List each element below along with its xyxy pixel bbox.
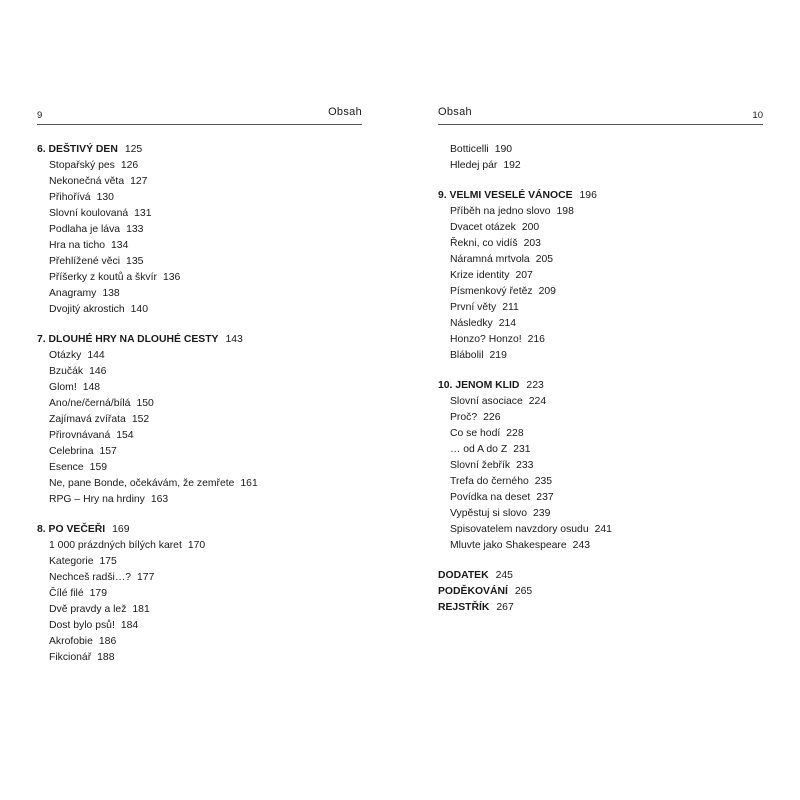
- entry-page: 134: [111, 240, 129, 251]
- right-page: [400, 0, 800, 800]
- toc-chapter: [438, 378, 612, 554]
- entry-title: Dvacet otázek: [450, 222, 516, 233]
- toc-entry[interactable]: [438, 332, 612, 348]
- toc-entry[interactable]: [37, 270, 258, 286]
- toc-entry[interactable]: [37, 190, 258, 206]
- chapter-heading[interactable]: [37, 142, 258, 158]
- toc-entry[interactable]: [438, 442, 612, 458]
- entry-page: 157: [99, 446, 117, 457]
- entry-page: 211: [502, 302, 519, 313]
- entry-title: Slovní koulovaná: [49, 208, 129, 219]
- chapter-page: 223: [526, 380, 544, 391]
- toc-entry[interactable]: [37, 538, 258, 554]
- entry-page: 144: [87, 350, 105, 361]
- entry-title: Otázky: [49, 350, 82, 361]
- entry-title: Glom!: [49, 382, 77, 393]
- entry-title: Slovní žebřík: [450, 460, 511, 471]
- toc-entry[interactable]: [37, 428, 258, 444]
- chapter-title: DODATEK: [438, 570, 489, 581]
- entry-title: Vypěstuj si slovo: [450, 508, 528, 519]
- entry-title: Bzučák: [49, 366, 84, 377]
- toc-entry[interactable]: [37, 206, 258, 222]
- entry-title: Celebrina: [49, 446, 94, 457]
- toc-entry[interactable]: [37, 380, 258, 396]
- entry-title: Anagramy: [49, 288, 97, 299]
- entry-page: 209: [538, 286, 556, 297]
- entry-page: 159: [89, 462, 108, 473]
- entry-title: Zajímavá zvířata: [49, 414, 126, 425]
- entry-page: 214: [498, 318, 517, 329]
- chapter-heading[interactable]: [438, 378, 612, 394]
- entry-title: Honzo? Honzo!: [450, 334, 522, 345]
- entry-title: Přihořívá: [49, 192, 91, 203]
- entry-page: 233: [516, 460, 534, 471]
- entry-title: Následky: [450, 318, 493, 329]
- entry-page: 148: [82, 382, 101, 393]
- entry-title: Trefa do černého: [450, 476, 529, 487]
- toc-entry[interactable]: [438, 458, 612, 474]
- entry-page: 207: [515, 270, 533, 281]
- entry-title: Blábolil: [450, 350, 484, 361]
- chapter-page: 267: [496, 602, 514, 613]
- entry-page: 241: [594, 524, 612, 535]
- entry-title: Dvojitý akrostich: [49, 304, 125, 315]
- toc-entry[interactable]: [438, 284, 612, 300]
- toc-entry[interactable]: [37, 476, 258, 492]
- entry-title: Nechceš radši…?: [49, 572, 132, 583]
- entry-page: 200: [521, 222, 540, 233]
- chapter-title: 8. PO VEČEŘI: [37, 524, 106, 535]
- entry-page: 163: [150, 494, 169, 505]
- continued-entries: [438, 142, 612, 174]
- toc-entry[interactable]: [37, 174, 258, 190]
- entry-page: 205: [535, 254, 554, 265]
- entry-title: Příběh na jedno slovo: [450, 206, 551, 217]
- toc-entry[interactable]: [37, 650, 258, 666]
- entry-page: 228: [506, 428, 524, 439]
- entry-title: Mluvte jako Shakespeare: [450, 540, 567, 551]
- entry-page: 224: [528, 396, 547, 407]
- entry-page: 146: [89, 366, 107, 377]
- chapter-page: 143: [225, 334, 243, 345]
- entry-page: 239: [533, 508, 551, 519]
- toc-entry[interactable]: [438, 426, 612, 442]
- entry-page: 175: [99, 556, 117, 567]
- entry-title: Dvě pravdy a lež: [49, 604, 127, 615]
- entry-page: 219: [489, 350, 507, 361]
- entry-title: První věty: [450, 302, 497, 313]
- entry-title: Kategorie: [49, 556, 94, 567]
- entry-title: Nekonečná věta: [49, 176, 125, 187]
- entry-page: 133: [126, 224, 144, 235]
- toc-entry[interactable]: [37, 570, 258, 586]
- chapter-page: 245: [495, 570, 513, 581]
- toc-entry[interactable]: [37, 412, 258, 428]
- chapter-page: 196: [579, 190, 597, 201]
- toc-entry[interactable]: [438, 474, 612, 490]
- entry-page: 126: [120, 160, 139, 171]
- entry-page: 152: [131, 414, 150, 425]
- entry-title: Přehlížené věci: [49, 256, 121, 267]
- toc-entry[interactable]: [37, 286, 258, 302]
- entry-page: 131: [134, 208, 152, 219]
- entry-title: Co se hodí: [450, 428, 501, 439]
- entry-title: Příšerky z koutů a škvír: [49, 272, 157, 283]
- page-number: 10: [752, 110, 763, 121]
- toc-chapter: [37, 142, 258, 318]
- running-title: Obsah: [328, 106, 362, 118]
- entry-page: 237: [536, 492, 554, 503]
- entry-page: 184: [120, 620, 139, 631]
- entry-title: Ano/ne/černá/bílá: [49, 398, 131, 409]
- entry-title: RPG – Hry na hrdiny: [49, 494, 145, 505]
- toc-entry[interactable]: [438, 522, 612, 538]
- toc-entry[interactable]: [438, 268, 612, 284]
- entry-page: 188: [97, 652, 115, 663]
- toc-entry[interactable]: [438, 204, 612, 220]
- entry-title: Řekni, co vidíš: [450, 238, 518, 249]
- toc-entry[interactable]: [438, 158, 612, 174]
- entry-title: Slovní asociace: [450, 396, 523, 407]
- toc-entry[interactable]: [37, 492, 258, 508]
- chapter-title: PODĚKOVÁNÍ: [438, 586, 508, 597]
- entry-page: 170: [187, 540, 206, 551]
- entry-title: Esence: [49, 462, 84, 473]
- entry-title: Dost bylo psů!: [49, 620, 115, 631]
- entry-page: 181: [132, 604, 150, 615]
- entry-page: 243: [572, 540, 591, 551]
- chapter-title: REJSTŘÍK: [438, 602, 490, 613]
- back-matter-item[interactable]: [438, 568, 612, 584]
- toc-entry[interactable]: [438, 348, 612, 364]
- entry-page: 177: [137, 572, 155, 583]
- entry-page: 226: [483, 412, 501, 423]
- chapter-title: 9. VELMI VESELÉ VÁNOCE: [438, 190, 573, 201]
- toc-entry[interactable]: [438, 490, 612, 506]
- toc-entry[interactable]: [37, 554, 258, 570]
- toc-chapter: [37, 332, 258, 508]
- toc-entry[interactable]: [438, 300, 612, 316]
- toc-entry[interactable]: [438, 236, 612, 252]
- toc-entry[interactable]: [37, 444, 258, 460]
- chapter-title: 6. DEŠTIVÝ DEN: [37, 144, 118, 155]
- entry-title: Čílé filé: [49, 588, 84, 599]
- chapter-title: 10. JENOM KLID: [438, 380, 520, 391]
- entry-page: 136: [162, 272, 181, 283]
- entry-title: Akrofobie: [49, 636, 93, 647]
- chapter-heading[interactable]: [37, 522, 258, 538]
- chapter-page: 265: [514, 586, 533, 597]
- entry-title: … od A do Z: [450, 444, 508, 455]
- header-rule: [37, 124, 362, 125]
- toc-entry[interactable]: [37, 302, 258, 318]
- entry-title: Stopařský pes: [49, 160, 115, 171]
- toc-entry[interactable]: [438, 316, 612, 332]
- entry-page: 150: [136, 398, 154, 409]
- toc-entry[interactable]: [37, 618, 258, 634]
- entry-page: 138: [102, 288, 120, 299]
- back-matter-item[interactable]: [438, 584, 612, 600]
- entry-page: 135: [126, 256, 144, 267]
- toc-entry[interactable]: [37, 238, 258, 254]
- entry-page: 179: [89, 588, 107, 599]
- entry-title: Ne, pane Bonde, očekávám, že zemřete: [49, 478, 235, 489]
- entry-title: Krize identity: [450, 270, 510, 281]
- chapter-title: 7. DLOUHÉ HRY NA DLOUHÉ CESTY: [37, 334, 219, 345]
- running-title: Obsah: [438, 106, 472, 118]
- entry-page: 154: [116, 430, 134, 441]
- toc-entry[interactable]: [37, 634, 258, 650]
- entry-title: Přirovnávaná: [49, 430, 111, 441]
- entry-page: 203: [523, 238, 541, 249]
- toc-entry[interactable]: [438, 252, 612, 268]
- entry-page: 192: [503, 160, 521, 171]
- entry-page: 216: [527, 334, 545, 345]
- entry-title: Písmenkový řetěz: [450, 286, 533, 297]
- entry-title: Fikcionář: [49, 652, 92, 663]
- entry-page: 198: [556, 206, 574, 217]
- toc-right: [438, 142, 612, 616]
- back-matter: [438, 568, 612, 616]
- toc-entry[interactable]: [438, 394, 612, 410]
- entry-page: 140: [130, 304, 148, 315]
- toc-entry[interactable]: [37, 460, 258, 476]
- entry-title: Botticelli: [450, 144, 489, 155]
- toc-entry[interactable]: [37, 158, 258, 174]
- toc-chapter: [438, 188, 612, 364]
- toc-entry[interactable]: [37, 602, 258, 618]
- toc-entry[interactable]: [37, 396, 258, 412]
- chapter-heading[interactable]: [438, 188, 612, 204]
- entry-title: 1 000 prázdných bílých karet: [49, 540, 182, 551]
- toc-entry[interactable]: [438, 538, 612, 554]
- toc-entry[interactable]: [438, 142, 612, 158]
- entry-page: 190: [494, 144, 513, 155]
- entry-title: Hledej pár: [450, 160, 498, 171]
- toc-entry[interactable]: [37, 586, 258, 602]
- toc-entry[interactable]: [37, 254, 258, 270]
- toc-left: [37, 142, 258, 680]
- toc-entry[interactable]: [438, 220, 612, 236]
- header-rule: [438, 124, 763, 125]
- back-matter-item[interactable]: [438, 600, 612, 616]
- toc-entry[interactable]: [37, 348, 258, 364]
- chapter-heading[interactable]: [37, 332, 258, 348]
- toc-entry[interactable]: [37, 222, 258, 238]
- entry-page: 235: [534, 476, 553, 487]
- entry-title: Hra na ticho: [49, 240, 106, 251]
- page-number: 9: [37, 110, 43, 121]
- entry-title: Spisovatelem navzdory osudu: [450, 524, 589, 535]
- chapter-page: 125: [124, 144, 143, 155]
- entry-page: 130: [96, 192, 114, 203]
- entry-title: Proč?: [450, 412, 478, 423]
- entry-page: 127: [130, 176, 148, 187]
- chapter-page: 169: [112, 524, 130, 535]
- toc-entry[interactable]: [438, 506, 612, 522]
- entry-page: 231: [513, 444, 531, 455]
- toc-chapter: [37, 522, 258, 666]
- entry-page: 186: [98, 636, 117, 647]
- entry-page: 161: [240, 478, 258, 489]
- entry-title: Náramná mrtvola: [450, 254, 530, 265]
- toc-entry[interactable]: [37, 364, 258, 380]
- toc-entry[interactable]: [438, 410, 612, 426]
- entry-title: Podlaha je láva: [49, 224, 121, 235]
- entry-title: Povídka na deset: [450, 492, 531, 503]
